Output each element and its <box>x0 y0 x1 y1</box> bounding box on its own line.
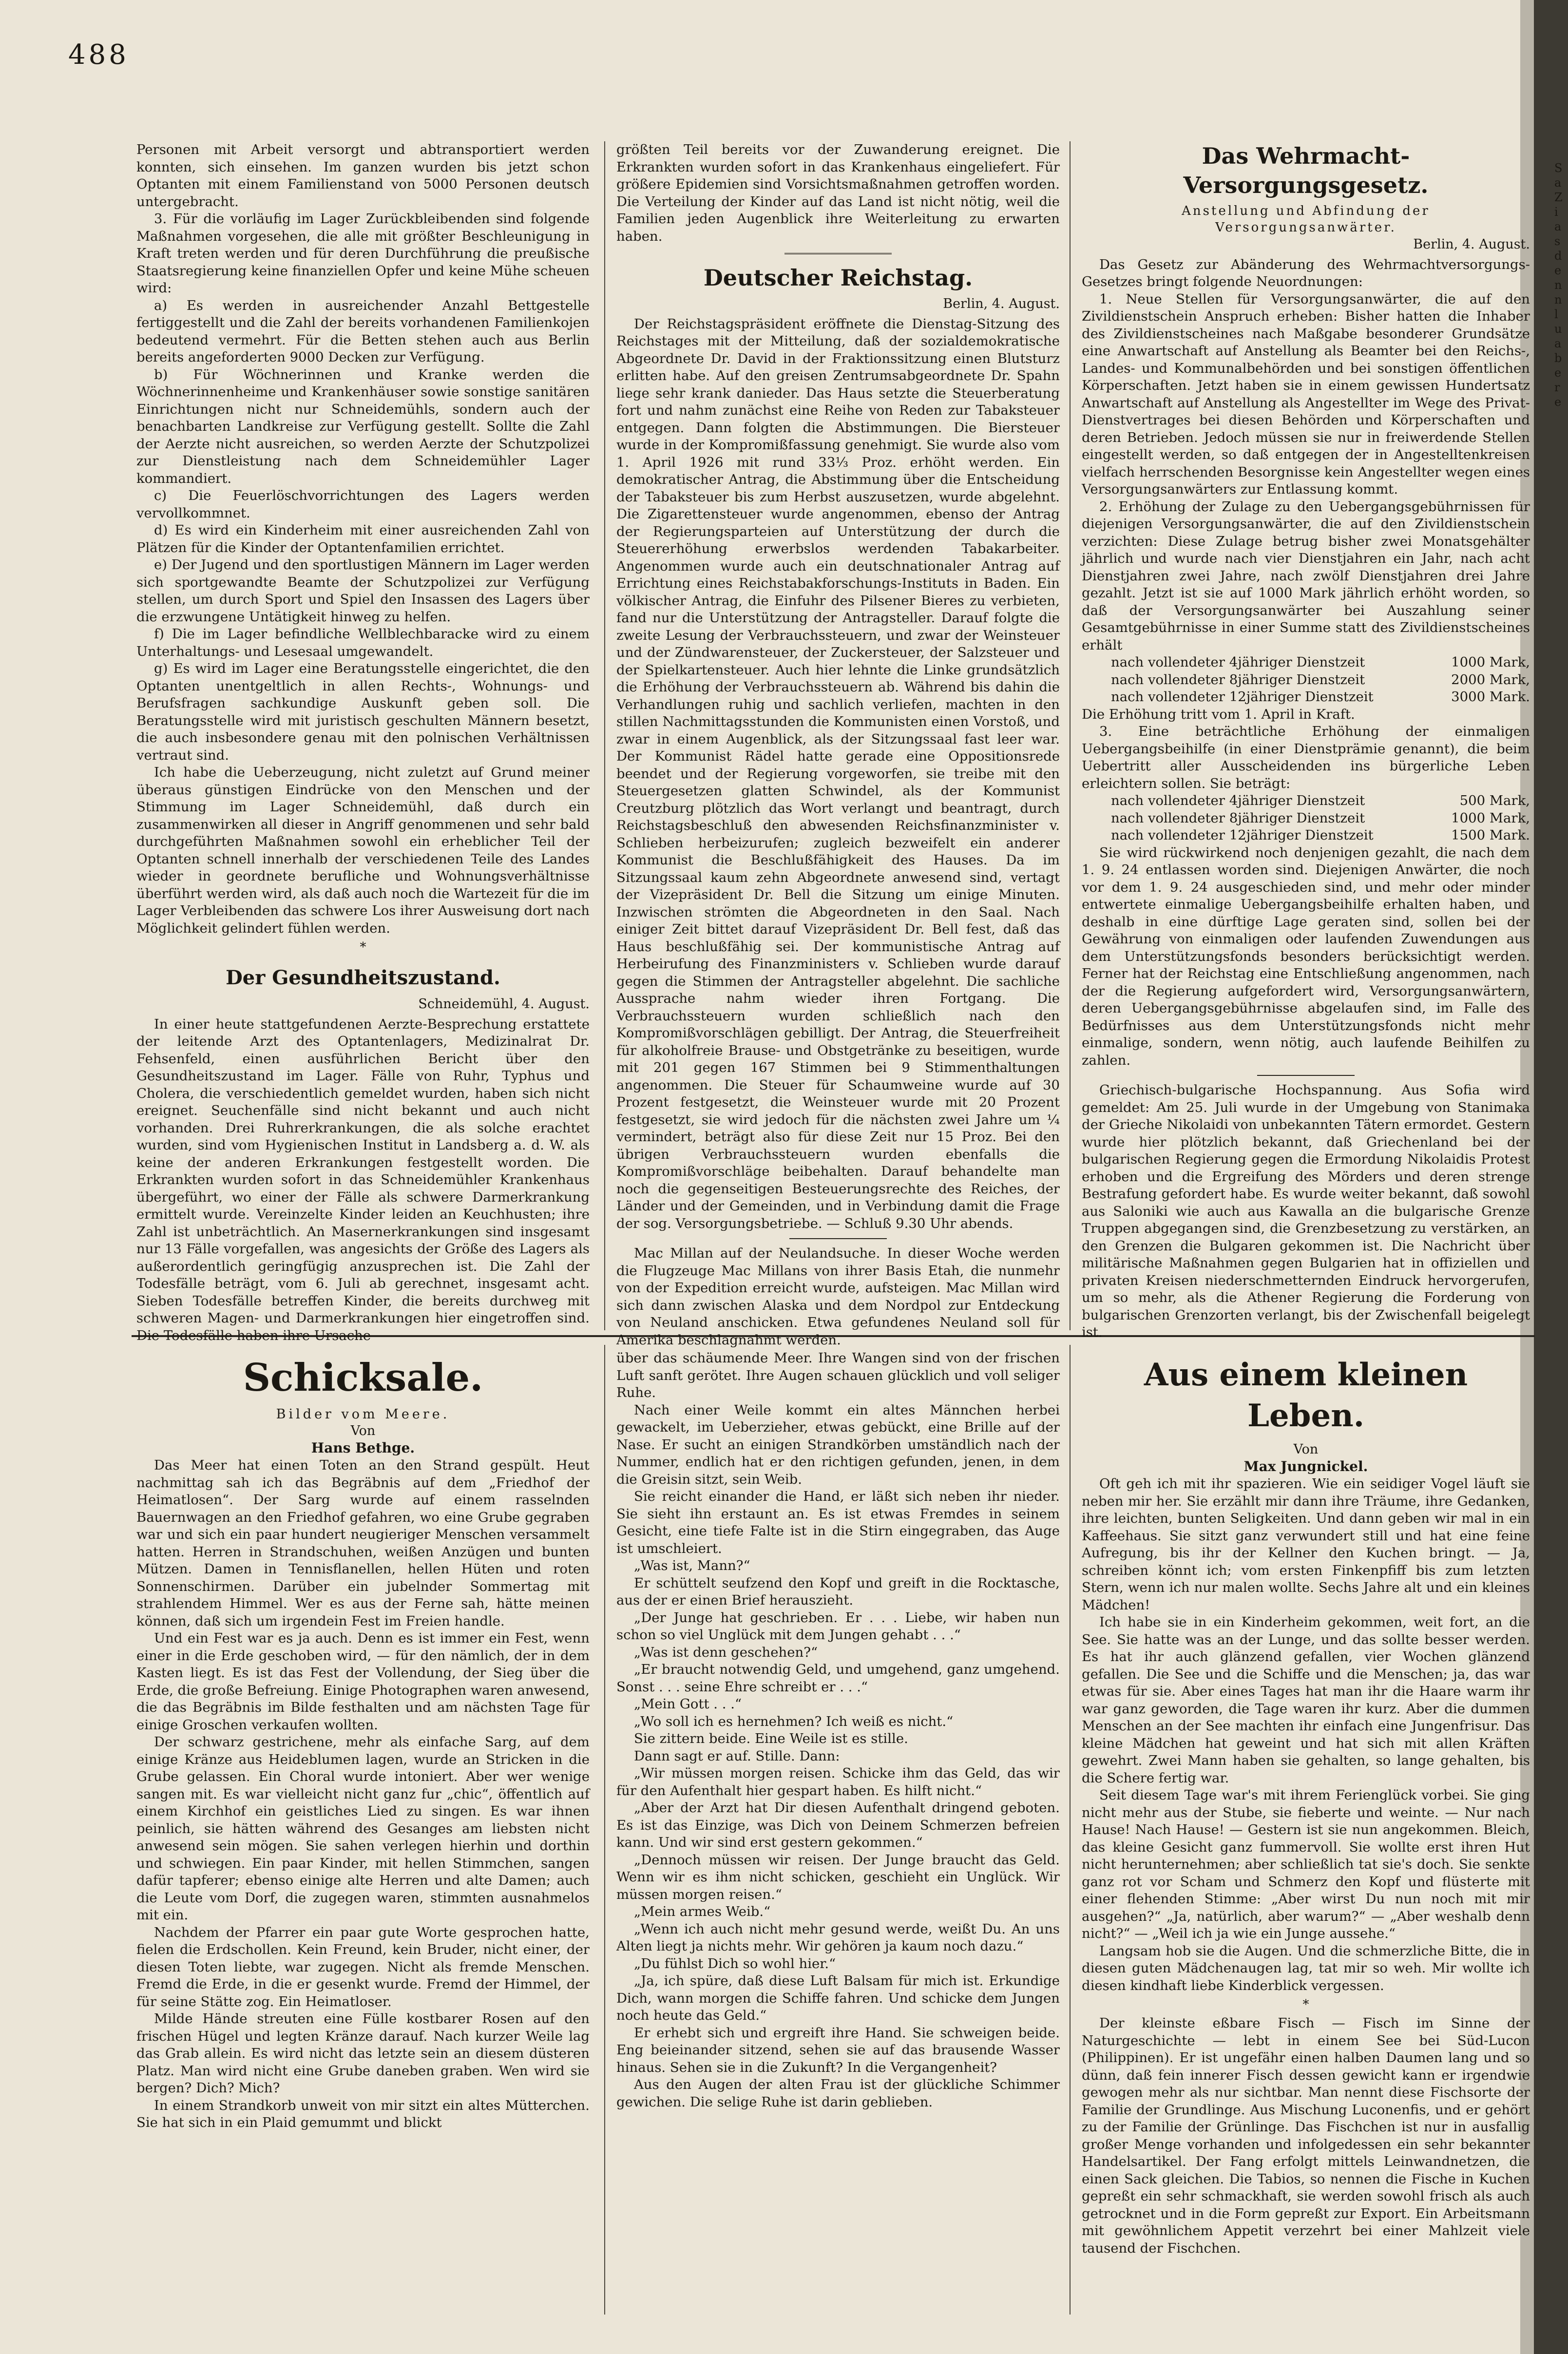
paragraph: „Wir müssen morgen reisen. Schicke ihm das Geld, das wir für den Aufenthalt hier gespart haben. Es hilft nicht.“ <box>616 1765 1060 1799</box>
table-row <box>1082 792 1530 810</box>
paragraph: „Dennoch müssen wir reisen. Der Junge braucht das Geld. Wenn wir es ihm nicht schicken, geschieht ein Unglück. Wir müssen morgen reisen.“ <box>616 1852 1060 1902</box>
paragraph: c) Die Feuerlöschvorrichtungen des Lagers werden vervollkommnet. <box>136 488 590 521</box>
column-3-top <box>1082 141 1530 1340</box>
letter: S <box>1554 161 1563 175</box>
paragraph: „Aber der Arzt hat Dir diesen Aufenthalt dringend geboten. Es ist das Einzige, was Dich von Deinem Schmerzen befreien kann. Und wir sind erst gestern gekommen.“ <box>616 1800 1060 1850</box>
letter: a <box>1554 220 1562 233</box>
paragraph: Er schüttelt seufzend den Kopf und greift in die Rocktasche, aus der er einen Brief herauszieht. <box>616 1575 1060 1608</box>
byline-author: Max Jungnickel. <box>1243 1458 1368 1474</box>
paragraph: 2. Erhöhung der Zulage zu den Uebergangsgebührnissen für diejenigen Versorgungsanwärter, die auf den Zivildienstschein verzichten: Diese Zulage betrug bisher zwei Monatsgehälter jährlich und wurde nach vier Dienstjahren ein Jahr, nach acht Dienstjahren zwei Jahre, nach zwölf Dienstjahren drei Jahre gezahlt. Jetzt ist sie auf 1000 Mark jährlich erhöht worden, so daß der Versorgungsanwärter bei Auszahlung seiner Gesamtgebührnisse in einer Summe statt des Zivildienstscheines erhält <box>1082 498 1530 653</box>
table-cell: nach vollendeter 12jähriger Dienstzeit <box>1111 689 1374 705</box>
feuilleton-title: Schicksale. <box>243 1356 483 1400</box>
paragraph: b) Für Wöchnerinnen und Kranke werden die Wöchnerinnenheime und Krankenhäuser sowie sonstige sanitären Einrichtungen nicht nur Schneidemühls, sondern auch der benachbarten Landkreise zur Verfügung gestellt. Sollte die Zahl der Aerzte nicht ausreichen, so werden Aerzte der Schutzpolizei zur Dienstleistung nach dem Schneidemühler Lager kommandiert. <box>136 366 590 486</box>
paragraph: Und ein Fest war es ja auch. Denn es ist immer ein Fest, wenn einer in die Erde geschoben wird, — für den nämlich, der in dem Kasten liegt. Es ist das Fest der Vollendung, der Sieg über die Erde, die große Befreiung. Einige Photographen waren anwesend, die das Begräbnis im Bilde festhalten und am nächsten Tage für einige Groschen verkaufen wollten. <box>136 1630 590 1733</box>
table-row <box>1082 671 1530 689</box>
table-row <box>1082 689 1530 706</box>
paragraph: Nach einer Weile kommt ein altes Männchen herbei gewackelt, im Ueberzieher, etwas gebückt, eine Brille auf der Nase. Er sucht an einigen Strandkörben umständlich nach der Nummer, endlich hat er den richtigen gefunden, jenen, in dem die Greisin sitzt, sein Weib. <box>616 1402 1060 1487</box>
letter: d <box>1554 249 1562 263</box>
dateline: Schneidemühl, 4. August. <box>418 996 590 1012</box>
article-headline: Der Gesundheitszustand. <box>226 966 500 989</box>
paragraph: Sie wird rückwirkend noch denjenigen gezahlt, die nach dem 1. 9. 24 entlassen worden sind. Diejenigen Anwärter, die noch vor dem 1. 9. 24 ausgeschieden sind, und mehr oder minder entwertete einmalige Uebergangsbeihilfe erhalten haben, und deshalb in eine dürftige Lage geraten sind, sollen bei der Gewährung von einmaligen oder laufenden Zuwendungen aus dem Unterstützungsfonds besonders berücksichtigt werden. Ferner hat der Reichstag eine Entschließung angenommen, nach der die Regierung aufgefordert wird, Versorgungsanwärtern, deren Uebergangsgebührnisse abgelaufen sind, im Falle des Bedürfnisses aus dem Unterstützungsfonds nicht mehr einmalige, sondern, wenn nötig, auch laufende Beihilfen zu zahlen. <box>1082 844 1530 1068</box>
short-rule <box>1257 1075 1355 1076</box>
paragraph: „Er braucht notwendig Geld, und umgehend, ganz umgehend. Sonst . . . seine Ehre schreibt er . . .“ <box>616 1662 1060 1695</box>
paragraph: 1. Neue Stellen für Versorgungsanwärter, die auf den Zivildienstschein Anspruch erheben: Bisher hatten die Inhaber des Zivildienstscheines nach Maßgabe besonderer Grundsätze eine Anwartschaft auf Anstellung als Beamter bei den Reichs-, Landes- und Kommunalbehörden und bei sonstigen öffentlichen Körperschaften. Jetzt haben sie in einem gewissen Hundertsatz Anwartschaft auf Anstellung als Angestellter im Wege des Privat-Dienstvertrages bei diesen Behörden und Körperschaften und deren Betrieben. Jedoch müssen sie nur in freiwerdende Stellen eingestellt werden, so daß entgegen der in Angestelltenkreisen vielfach herrschenden Besorgnisse kein Angestellter wegen eines Versorgungsanwärters zur Entlassung kommt. <box>1082 291 1530 497</box>
byline-author: Hans Bethge. <box>311 1440 415 1456</box>
paragraph: „Was ist denn geschehen?“ <box>634 1644 818 1660</box>
paragraph: „Wenn ich auch nicht mehr gesund werde, weißt Du. An uns Alten liegt ja nichts mehr. Wir gehören ja kaum noch dazu.“ <box>616 1921 1060 1954</box>
table-row <box>1082 810 1530 827</box>
paragraph: Sie reicht einander die Hand, er läßt sich neben ihr nieder. Sie sieht ihn erstaunt an. Es ist etwas Fremdes in seinem Gesicht, eine tiefe Falte ist in die Stirn eingegraben, das Auge ist umschleiert. <box>616 1489 1060 1556</box>
adjacent-page-fragment <box>1554 161 1568 409</box>
feuilleton-subtitle: Bilder vom Meere. <box>276 1407 450 1422</box>
paragraph: Das Gesetz zur Abänderung des Wehrmachtversorgungs-Gesetzes bringt folgende Neuordnungen: <box>1082 256 1530 289</box>
letter: i <box>1554 205 1558 219</box>
short-rule <box>789 1238 887 1239</box>
letter: a <box>1554 176 1562 190</box>
paragraph: Aus den Augen der alten Frau ist der glückliche Schimmer gewichen. Die selige Ruhe ist darin geblieben. <box>616 2077 1060 2110</box>
table-cell: 2000 Mark, <box>1451 671 1530 688</box>
table-cell: nach vollendeter 4jähriger Dienstzeit <box>1111 654 1365 670</box>
letter: r <box>1554 381 1560 394</box>
column-divider <box>1070 1345 1071 2315</box>
feuilleton-column-1 <box>136 1350 590 2315</box>
table-cell: 1000 Mark, <box>1451 654 1530 670</box>
paragraph: Seit diesem Tage war's mit ihrem Ferienglück vorbei. Sie ging nicht mehr aus der Stube, sie fieberte und weinte. — Nur nach Hause! Nach Hause! — Gestern ist sie nun angekommen. Bleich, das kleine Gesicht ganz fummervoll. Sie wollte erst ihren Hut nicht herunternehmen; aber schließlich tat sie's doch. Sie senkte ganz rot vor Scham und Schmerz den Kopf und flüsterte mit einer flehenden Stimme: „Aber wirst Du nun noch mit mir ausgehen?“ „Ja, natürlich, aber warum?“ — „Aber weshalb denn nicht?“ — „Weil ich ja wie ein Junge aussehe.“ <box>1082 1787 1530 1941</box>
separator-asterisk: * <box>1302 1997 1309 2012</box>
paragraph: In einer heute stattgefundenen Aerzte-Besprechung erstattete der leitende Arzt des Optantenlagers, Medizinalrat Dr. Fehsenfeld, einen ausführlichen Bericht über den Gesundheitszustand im Lager. Fälle von Ruhr, Typhus und Cholera, die verschiedentlich gemeldet wurden, haben sich nicht ereignet. Seuchenfälle sind nicht bekannt und auch nicht vorhanden. Drei Ruhrerkrankungen, die als solche erachtet wurden, sind vom Hygienischen Institut in Landsberg a. d. W. als keine der anderen Erkrankungen festgestellt worden. Die Erkrankten wurden sofort in das Schneidemühler Krankenhaus übergeführt, wo einer der Fälle als schwere Darmerkrankung ermittelt wurde. Vereinzelte Kinder leiden an Keuchhusten; ihre Zahl ist unbeträchtlich. An Masernerkrankungen sind insgesamt nur 13 Fälle vorgefallen, was angesichts der Größe des Lagers als außerordentlich geringfügig anzusprechen ist. Die Zahl der Todesfälle beträgt, vom 6. Juli ab gerechnet, insgesamt acht. Sieben Todesfälle betreffen Kinder, die bereits durchweg mit schweren Magen- und Darmerkrankungen hier eingetroffen sind. Die Todesfälle haben ihre Ursache <box>136 1016 590 1343</box>
separator-asterisk: * <box>360 940 366 955</box>
paragraph: Ich habe sie in ein Kinderheim gekommen, weit fort, an die See. Sie hatte was an der Lunge, und das sollte besser werden. Es hat ihr auch glänzend gefallen, vier Wochen glänzend gefallen. Die See und die Schiffe und die Menschen; ja, das war etwas für sie. Aber eines Tages hat man ihr die Haare warm ihr war ganz geworden, die Tage waren ihr kurz. Aber die dummen Menschen an der See machten ihr einfach eine Jungenfrisur. Das kleine Mädchen hat geweint und hat sich mit allen Kräften gewehrt. Zwei Mann haben sie gehalten, so lange gehalten, bis die Schere fertig war. <box>1082 1614 1530 1786</box>
letter: n <box>1554 278 1562 292</box>
page-number: 488 <box>68 39 129 71</box>
news-brief: Griechisch-bulgarische Hochspannung. Aus Sofia wird gemeldet: Am 25. Juli wurde in der Umgebung von Stanimaka der Grieche Nikolaidi von unbekannten Tätern ermordet. Gestern wurde hier plötzlich bekannt, daß Griechenland bei der bulgarischen Regierung gegen die Ermordung Nikolaidis Protest erhoben und die Ergreifung des Mörders und deren strenge Bestrafung gefordert habe. Es wurde weiter bekannt, daß sowohl aus Saloniki wie auch aus Kawalla an die bulgarische Grenze Truppen abgegangen sind, die Grenzbesetzung zu verstärken, an den Grenzen die Bulgaren gekommen ist. Die Nachricht über militärische Maßnahmen gegen Bulgarien hat in offiziellen und privaten Kreisen niederschmetternden Eindruck hervorgerufen, um so mehr, als die Athener Regierung die Forderung von bulgarischen Grenzorten verlangt, bis der Zwischenfall beigelegt ist. <box>1082 1082 1530 1340</box>
paragraph: größten Teil bereits vor der Zuwanderung ereignet. Die Erkrankten wurden sofort in das Krankenhaus eingeliefert. Für größere Epidemien sind Vorsichtsmaßnahmen getroffen worden. Die Verteilung der Kinder auf das Land ist nicht nötig, weil die Familien jeden Augenblick ihre Weiterleitung zu erwarten haben. <box>616 142 1060 244</box>
paragraph: Sie zittern beide. Eine Weile ist es stille. <box>634 1731 908 1746</box>
feuilleton-column-2 <box>616 1350 1060 2315</box>
article-headline: Das Wehrmacht-Versorgungsgesetz. <box>1183 143 1429 198</box>
table-row <box>1082 654 1530 671</box>
paragraph: Er erhebt sich und ergreift ihre Hand. Sie schweigen beide. Eng beieinander sitzend, sehen sie auf das brausende Wasser hinaus. Sehen sie in die Zukunft? In die Vergangenheit? <box>616 2025 1060 2075</box>
letter: s <box>1554 234 1561 248</box>
feuilleton-column-3 <box>1082 1350 1530 2315</box>
paragraph: Milde Hände streuten eine Fülle kostbarer Rosen auf den frischen Hügel und legten Kränze darauf. Nach kurzer Weile lag das Grab allein. Es wird nicht das letzte sein an diesem düsteren Platz. Man wird nicht eine Grube daneben graben. Wen wird sie bergen? Dich? Mich? <box>136 2011 590 2096</box>
paragraph: „Du fühlst Dich so wohl hier.“ <box>634 1955 836 1971</box>
paragraph: Personen mit Arbeit versorgt und abtransportiert werden konnten, sich einsehen. Im ganzen wurden bis jetzt schon Optanten mit einem Familienstand von 5000 Personen deutsch untergebracht. <box>136 142 590 210</box>
paragraph: Die Erhöhung tritt vom 1. April in Kraft. <box>1082 706 1355 722</box>
paragraph: Langsam hob sie die Augen. Und die schmerzliche Bitte, die in diesen guten Mädchenaugen lag, tat mir so weh. Mir wollte ich diesen kindhaft liebe Kinderblick vergessen. <box>1082 1943 1530 1993</box>
letter: n <box>1554 293 1562 306</box>
table-cell: nach vollendeter 8jähriger Dienstzeit <box>1111 810 1365 826</box>
table-cell: nach vollendeter 8jähriger Dienstzeit <box>1111 671 1365 688</box>
paragraph: Das Meer hat einen Toten an den Strand gespült. Heut nachmittag sah ich das Begräbnis auf dem „Friedhof der Heimatlosen“. Der Sarg wurde auf einem rasselnden Bauernwagen an den Friedhof gefahren, wo eine Grube gegraben war und sich ein paar hundert neugieriger Menschen versammelt hatten. Herren in Strandschuhen, weißen Anzügen und bunten Mützen. Damen in Tennisflanellen, hellen Hüten und roten Sonnenschirmen. Darüber ein jubelnder Sommertag mit strahlendem Himmel. Wer es aus der Ferne sah, hätte meinen können, daß sich um irgendein Fest im Freien handle. <box>136 1457 590 1629</box>
byline-von: Von <box>1293 1442 1319 1457</box>
column-2-top <box>616 141 1060 1348</box>
amount-table <box>1082 654 1530 706</box>
paragraph: Dann sagt er auf. Stille. Dann: <box>634 1748 840 1764</box>
paragraph: Oft geh ich mit ihr spazieren. Wie ein seidiger Vogel läuft sie neben mir her. Sie erzählt mir dann ihre Träume, ihre Gedanken, ihre leichten, bunten Seligkeiten. Und dann geben wir mal in ein Kaffeehaus. Sie sitzt ganz verwundert still und hat eine feine Aufregung, bis ihr der Kellner den Kuchen bringt. — Ja, schreiben könnt ich; vom ersten Finkenpfiff bis zum letzten Stern, wenn ich nur malen wollte. Sechs Jahre alt und ein kleines Mädchen! <box>1082 1476 1530 1613</box>
paragraph: Nachdem der Pfarrer ein paar gute Worte gesprochen hatte, fielen die Erdschollen. Kein Freund, kein Bruder, nicht einer, der diesen Toten liebte, war zugegen. Nicht als fremde Menschen. Fremd die Erde, in die er gesenkt wurde. Fremd der Himmel, der für seine Stätte zog. Ein Heimatloser. <box>136 1924 590 2010</box>
paragraph: Ich habe die Ueberzeugung, nicht zuletzt auf Grund meiner überaus günstigen Eindrücke von den Menschen und der Stimmung im Lager Schneidemühl, daß durch ein zusammenwirken all dieser in Angriff genommenen und sehr bald durchgeführten Maßnahmen sowohl ein erheblicher Teil der Optanten schnell innerhalb der verschiedenen Teile des Landes wieder in geordnete berufliche und Wohnungsverhältnisse überführt werden wird, als daß auch noch die Wartezeit für die im Lager Verbleibenden das schwere Los ihrer Ausweisung dort nach Möglichkeit gelindert fühlen werden. <box>136 765 590 936</box>
paragraph: Der Reichstagspräsident eröffnete die Dienstag-Sitzung des Reichstages mit der Mitteilung, daß der sozialdemokratische Abgeordnete Dr. David in der Fraktionssitzung einen Blutsturz erlitten habe. Auf den greisen Zentrumsabgeordnete Dr. Spahn liege sehr krank danieder. Das Haus setzte die Steuerberatung fort und nahm zunächst eine Reihe von Reden zur Tabaksteuer entgegen. Dann folgten die Abstimmungen. Die Biersteuer wurde in der Kompromißfassung genehmigt. Sie wurde also vom 1. April 1926 mit rund 33⅓ Proz. erhöht werden. Ein demokratischer Antrag, die Abstimmung über die Entscheidung der Tabaksteuer bis zum Herbst auszusetzen, wurde abgelehnt. Die Zigarettensteuer wurde angenommen, ebenso der Antrag der Regierungsparteien auf Unterstützung der durch die Steuererhöhung erwerbslos werdenden Tabakarbeiter. Angenommen wurde auch ein deutschnationaler Antrag auf Errichtung eines Reichstabakforschungs-Instituts in Baden. Ein völkischer Antrag, die Einfuhr des Pilsener Bieres zu verbieten, fand nur die Unterstützung der Antragsteller. Darauf folgte die zweite Lesung der Verbrauchssteuern, und zwar der Weinsteuer und der Zündwarensteuer, der Zuckersteuer, der Salzsteuer und der Spielkartensteuer. Auch hier lehnte die Linke grundsätzlich die Erhöhung der Verbrauchssteuern ab. Während bis dahin die Verhandlungen ruhig und sachlich verliefen, machten in den stillen Nachmittagsstunden die Kommunisten einen Vorstoß, und zwar in einem Augenblick, als der Sitzungssaal fast leer war. Der Kommunist Rädel hatte gerade eine Oppositionsrede beendet und der Regierung vorgeworfen, sie treibe mit den Steuergesetzen glatten Schwindel, als der Kommunist Creutzburg plötzlich das Wort verlangt und beantragt, durch Reichstagsbeschluß den abwesenden Reichsfinanzminister v. Schlieben herbeizurufen; zugleich bezweifelt ein anderer Kommunist die Beschlußfähigkeit des Hauses. Da im Sitzungssaal kaum zehn Abgeordnete anwesend sind, vertagt der Vizepräsident Dr. Bell die Sitzung um einige Minuten. Inzwischen strömten die Abgeordneten in den Saal. Nach einiger Zeit bittet darauf Vizepräsident Dr. Bell fest, daß das Haus beschlußfähig sei. Der kommunistische Antrag auf Herbeirufung des Finanzministers v. Schlieben wurde darauf gegen die Stimmen der Antragsteller abgelehnt. Die sachliche Aussprache nahm wieder ihren Fortgang. Die Verbrauchssteuern wurden schließlich nach den Kompromißvorschlägen gebilligt. Der Antrag, die Steuerfreiheit für alkoholfreie Brause- und Obstgetränke zu beseitigen, wurde mit 201 gegen 167 Stimmen bei 9 Stimmenthaltungen angenommen. Die Steuer für Schaumweine wurde auf 30 Prozent festgesetzt, die Weinsteuer wurde mit 20 Prozent festgesetzt, sie wird jedoch für die nächsten zwei Jahre um ¼ vermindert, beträgt also für diese Zeit nur 15 Proz. Bei den übrigen Verbrauchssteuern wurden ebenfalls die Kompromißvorschläge beibehalten. Darauf behandelte man noch die gegenseitigen Besteuerungsrechte des Reiches, der Länder und der Gemeinden, und in Verbindung damit die Frage der sog. Versorgungsbetriebe. — Schluß 9.30 Uhr abends. <box>616 316 1060 1231</box>
news-brief: Der kleinste eßbare Fisch — Fisch im Sinne der Naturgeschichte — lebt in einem See bei Süd-Lucon (Philippinen). Er ist ungefähr einen halben Daumen lang und so dünn, daß fein innerer Fisch dessen gewicht kann er irgendwie gewogen mehr als nur sichtbar. Man nennt diese Fischsorte der Familie der Grundlinge. Aus Mischung Luconenfis, und er gehört zu der Familie der Grünlinge. Das Fischchen ist nur in ausfallig großer Menge vorhanden und infolgedessen ein sehr bekannter Handelsartikel. Der Fang erfolgt mittels Leinwandnetzen, die einen Sack gleichen. Die Tabios, so nennen die Fische in Kuchen gepreßt ein sehr schmackhaft, sie werden sowohl frisch als auch getrocknet und in die Form gepreßt zur Export. Ein Arbeitsmann mit gewöhnlichem Appetit verzehrt bei einer Mahlzeit viele tausend der Fischchen. <box>1082 2015 1530 2256</box>
paragraph: In einem Strandkorb unweit von mir sitzt ein altes Mütterchen. Sie hat sich in ein Plaid gemummt und blickt <box>136 2097 590 2130</box>
article-headline: Deutscher Reichstag. <box>703 265 973 291</box>
letter: e <box>1554 395 1562 409</box>
paragraph: d) Es wird ein Kinderheim mit einer ausreichenden Zahl von Plätzen für die Kinder der Optantenfamilien errichtet. <box>136 522 590 555</box>
paragraph: „Der Junge hat geschrieben. Er . . . Liebe, wir haben nun schon so viel Unglück mit dem Jungen gehabt . . .“ <box>616 1609 1060 1643</box>
table-cell: 3000 Mark. <box>1451 689 1530 705</box>
table-cell: 500 Mark, <box>1459 793 1530 808</box>
letter: a <box>1554 337 1562 350</box>
paragraph: „Mein Gott . . .“ <box>634 1696 742 1712</box>
letter: b <box>1554 351 1562 365</box>
subheadline: Versorgungsanwärter. <box>1215 220 1396 235</box>
letter: l <box>1554 307 1558 321</box>
paragraph: „Wo soll ich es hernehmen? Ich weiß es nicht.“ <box>634 1713 954 1729</box>
paragraph: Der schwarz gestrichene, mehr als einfache Sarg, auf dem einige Kränze aus Heideblumen lagen, wurde an Stricken in die Grube gelassen. Ein Choral wurde intoniert. Aber wer wenige sangen mit. Es war vielleicht nicht ganz fur „chic“, öffentlich auf einem Kirchhof ein geistliches Lied zu singen. Es war ihnen peinlich, sie hätten während des Gesanges am liebsten nicht anwesend sein mögen. Sie sahen verlegen hierhin und dorthin und schwiegen. Ein paar Kinder, mit hellen Stimmchen, sangen dafür tapferer; ebenso einige alte Herren und alte Damen; auch die Leute vom Dorf, die zugegen waren, stimmten ausnahmelos mit ein. <box>136 1734 590 1923</box>
letter: u <box>1554 322 1562 336</box>
dateline: Berlin, 4. August. <box>1413 237 1530 252</box>
subheadline: Anstellung und Abfindung der <box>1182 204 1430 218</box>
table-cell: 1500 Mark. <box>1451 827 1530 843</box>
byline-von: Von <box>350 1423 376 1438</box>
table-row <box>1082 827 1530 844</box>
news-brief: Mac Millan auf der Neulandsuche. In dieser Woche werden die Flugzeuge Mac Millans von ihrer Basis Etah, die nunmehr von der Expedition erreicht wurde, aufsteigen. Mac Millan wird sich dann zwischen Alaska und dem Nordpol zur Entdeckung von Neuland anschicken. Etwa gefundenes Neuland soll für Amerika beschlagnahmt werden. <box>616 1245 1060 1348</box>
column-divider <box>1070 141 1071 1330</box>
table-cell: nach vollendeter 12jähriger Dienstzeit <box>1111 827 1374 843</box>
table-cell: nach vollendeter 4jähriger Dienstzeit <box>1111 793 1365 808</box>
paragraph: a) Es werden in ausreichender Anzahl Bettgestelle fertiggestellt und die Zahl der bereits vorhandenen Familienkojen bedeutend vermehrt. Für die Betten stehen auch aus Berlin bereits angeforderten 9000 Decken zur Verfügung. <box>136 297 590 365</box>
paragraph: g) Es wird im Lager eine Beratungsstelle eingerichtet, die den Optanten unentgeltlich in allen Rechts-, Wohnungs- und Berufsfragen sachkundige Auskunft geben soll. Die Beratungsstelle wird mit juristisch geschulten Männern besetzt, die auch insbesondere genau mit den polnischen Verhältnissen vertraut sind. <box>136 661 590 763</box>
column-1-top <box>136 141 590 1343</box>
column-divider <box>604 1345 605 2315</box>
dateline: Berlin, 4. August. <box>943 296 1060 311</box>
letter: Z <box>1554 191 1563 204</box>
letter: e <box>1554 366 1562 380</box>
short-rule <box>784 253 892 254</box>
amount-table <box>1082 792 1530 844</box>
feuilleton-title: Aus einem kleinen Leben. <box>1144 1357 1468 1434</box>
table-cell: 1000 Mark, <box>1451 810 1530 826</box>
paragraph: 3. Für die vorläufig im Lager Zurückbleibenden sind folgende Maßnahmen vorgesehen, die alle mit größter Beschleunigung in Kraft treten werden und für deren Durchführung die preußische Staatsregierung keine finanziellen Opfer und keine Mühe scheuen wird: <box>136 211 590 296</box>
letter: e <box>1554 264 1562 277</box>
column-divider <box>604 141 605 1330</box>
paragraph: „Was ist, Mann?“ <box>634 1558 750 1573</box>
paragraph: f) Die im Lager befindliche Wellblechbaracke wird zu einem Unterhaltungs- und Lesesaal umgewandelt. <box>136 626 590 659</box>
paragraph: „Mein armes Weib.“ <box>634 1904 771 1919</box>
paragraph: 3. Eine beträchtliche Erhöhung der einmaligen Uebergangsbeihilfe (in einer Dienstprämie genannt), die beim Uebertritt aller Ausscheidenden ins bürgerliche Leben erleichtern sollen. Sie beträgt: <box>1082 724 1530 791</box>
paragraph: „Ja, ich spüre, daß diese Luft Balsam für mich ist. Erkundige Dich, wann morgen die Schiffe fahren. Und schicke dem Jungen noch heute das Geld.“ <box>616 1973 1060 2023</box>
paragraph: e) Der Jugend und den sportlustigen Männern im Lager werden sich sportgewandte Beamte der Schutzpolizei zur Verfügung stellen, um durch Sport und Spiel den Insassen des Lagers über die erzwungene Untätigkeit hinweg zu helfen. <box>136 557 590 625</box>
paragraph: über das schäumende Meer. Ihre Wangen sind von der frischen Luft sanft gerötet. Ihre Augen schauen glücklich und voll seliger Ruhe. <box>616 1350 1060 1400</box>
